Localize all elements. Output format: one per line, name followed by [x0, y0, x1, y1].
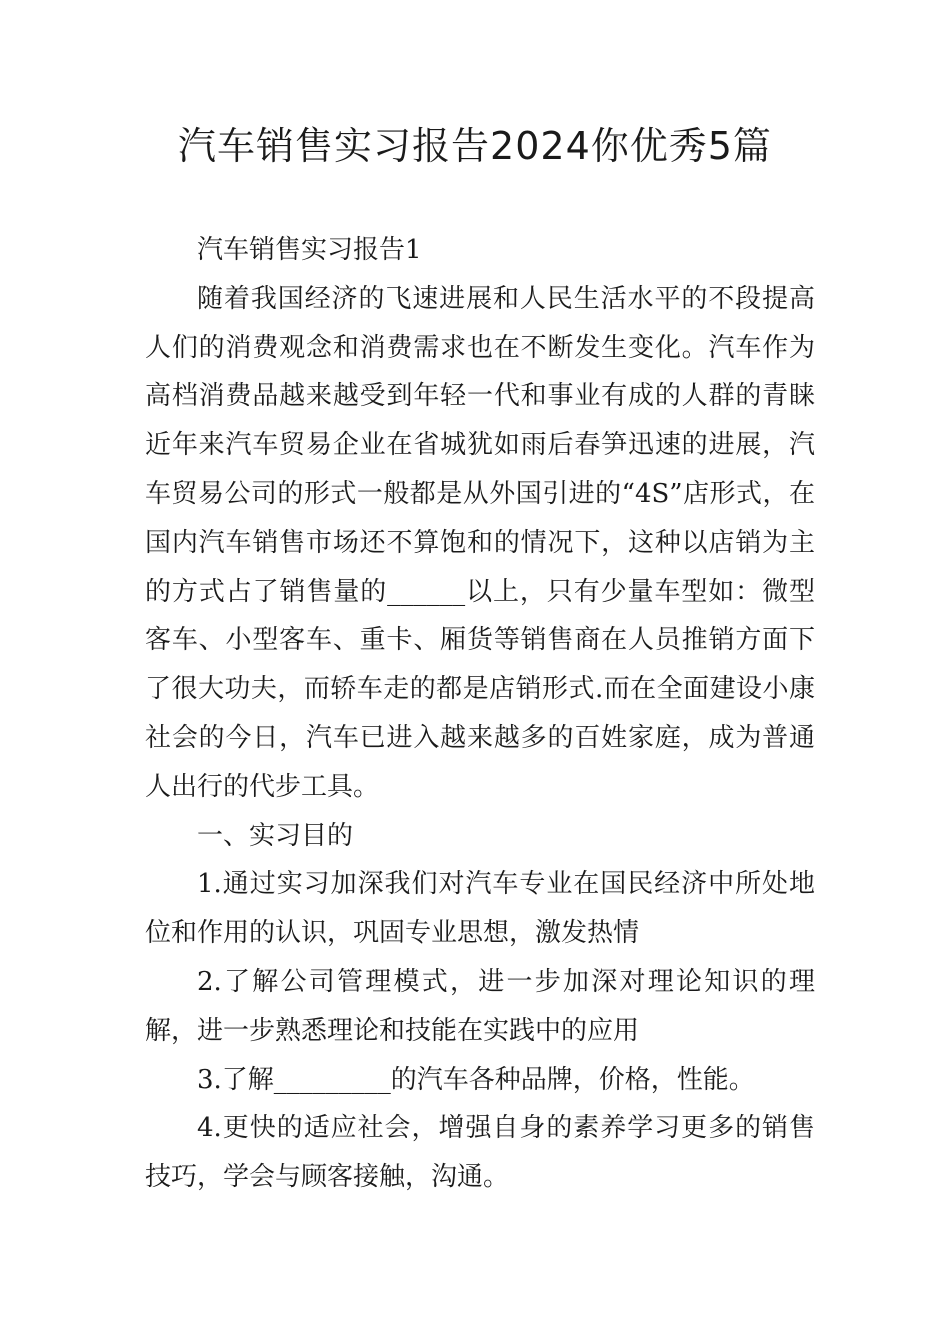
purpose-item-4: 4.更快的适应社会，增强自身的素养学习更多的销售技巧，学会与顾客接触，沟通。: [145, 1113, 815, 1193]
section-heading-purpose: 一、实习目的: [197, 820, 354, 851]
section-heading-report-1: 汽车销售实习报告1: [197, 235, 422, 265]
document-body: [145, 226, 815, 1202]
document-title: 汽车销售实习报告2024你优秀5篇: [178, 124, 772, 168]
purpose-item-2: 2.了解公司管理模式，进一步加深对理论知识的理解，进一步熟悉理论和技能在实践中的应用: [145, 966, 815, 1046]
purpose-item-1: 1.通过实习加深我们对汽车专业在国民经济中所处地位和作用的认识，巩固专业思想，激发热情: [145, 869, 815, 949]
intro-paragraph: 随着我国经济的飞速进展和人民生活水平的不段提高人们的消费观念和消费需求也在不断发生变化。汽车作为高档消费品越来越受到年轻一代和事业有成的人群的青睐近年来汽车贸易企业在省城犹如雨后春笋迅速的进展，汽车贸易公司的形式一般都是从外国引进的“4S”店形式，在国内汽车销售市场还不算饱和的情况下，这种以店销为主的方式占了销售量的______以上，只有少量车型如：微型客车、小型客车、重卡、厢货等销售商在人员推销方面下了很大功夫，而轿车走的都是店销形式.而在全面建设小康社会的今日，汽车已进入越来越多的百姓家庭，成为普通人出行的代步工具。: [145, 283, 815, 802]
purpose-item-3: 3.了解_________的汽车各种品牌，价格，性能。: [197, 1064, 755, 1095]
